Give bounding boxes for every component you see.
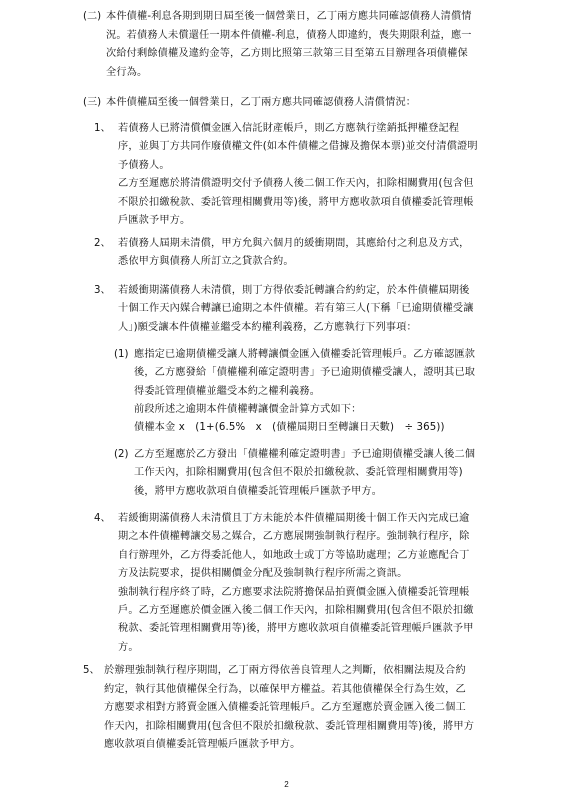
item-3-sub-1-line: 得委託管理債權並繼受本約之權利義務。 xyxy=(134,386,321,397)
item-4-line: 稅款、委託管理相關費用等)後，將甲方應收款項自債權委託管理帳戶匯款予甲 xyxy=(118,623,474,634)
item-2-line: 悉依甲方與債務人所訂立之貸款合約。 xyxy=(118,256,294,267)
item-3-sub-2-line: 工作天內，扣除相關費用(包含但不限於扣繳稅款、委託管理相關費用等) xyxy=(134,467,463,478)
item-3-line: 人」)願受讓本件債權並繼受本約權利義務，乙方應執行下列事項： xyxy=(118,322,417,333)
item-4-line: 方及法院要求，提供相關價金分配及強制執行程序所需之資訊。 xyxy=(118,568,408,579)
item-5-line: 作天內，扣除相關費用(包含但不限於扣繳稅款、委託管理相關費用等)後，將甲方 xyxy=(104,721,475,732)
item-3-sub-2-line: 乙方至遲應於乙方發出「債權權利確定證明書」予已逾期債權受讓人後二個 xyxy=(134,449,476,460)
item-3-line: 若緩衝期滿債務人未清償，則丁方得依委託轉讓合約約定，於本件債權屆期後 xyxy=(118,285,470,296)
item-4-line: 強制執行程序終了時，乙方應要求法院將擔保品拍賣價金匯入債權委託管理帳 xyxy=(118,587,470,598)
section-2-line: 全行為。 xyxy=(106,67,148,78)
item-4-line: 自行辦理外，乙方得委託他人，如地政士或丁方等協助處理；乙方並應配合丁 xyxy=(118,550,470,561)
item-3-sub-1-number: (1) xyxy=(114,349,129,360)
section-3-intro: 本件債權屆至後一個營業日，乙丁兩方應共同確認債務人清償情況： xyxy=(106,97,417,108)
item-3-sub-1-line: 後，乙方應發給「債權權利確定證明書」予已逾期債權受讓人，證明其已取 xyxy=(134,367,476,378)
item-1-line: 序，並與丁方共同作廢債權文件(如本件債權之借據及擔保本票)並交付清償證明 xyxy=(118,141,478,152)
item-5-line: 方應要求相對方將賣金匯入債權委託管理帳戶。乙方至遲應於賣金匯入後二個工 xyxy=(104,702,466,713)
section-2-marker: (二) xyxy=(83,11,102,22)
item-1-line: 予債務人。 xyxy=(118,160,170,171)
item-3-line: 十個工作天內媒合轉讓已逾期之本件債權。若有第三人(下稱「已逾期債權受讓 xyxy=(118,303,474,314)
item-2-line: 若債務人屆期未清償，甲方允與六個月的緩衝期間，其應給付之利息及方式， xyxy=(118,238,470,249)
item-5-line: 應收款項自債權委託管理帳戶匯款予甲方。 xyxy=(104,739,301,750)
item-5-number: 5、 xyxy=(83,665,100,676)
page-number: 2 xyxy=(284,780,289,789)
item-1-line: 戶匯款予甲方。 xyxy=(118,215,191,226)
item-3-sub-1-line: 前段所述之逾期本件債權轉讓價金計算方式如下： xyxy=(134,404,362,415)
item-5-line: 於辦理強制執行程序期間，乙丁兩方得依善良管理人之判斷，依相關法規及合約 xyxy=(104,665,466,676)
item-5-line: 約定，執行其他債權保全行為，以確保甲方權益。若其他債權保全行為生效，乙 xyxy=(104,684,466,695)
item-1-line: 若債務人已將清償價金匯入信託財產帳戶，則乙方應執行塗銷抵押權登記程 xyxy=(118,123,460,134)
item-3-sub-2-number: (2) xyxy=(114,449,129,460)
item-4-line: 方。 xyxy=(118,642,139,653)
item-3-sub-1-line: 應指定已逾期債權受讓人將轉讓價金匯入債權委託管理帳戶。乙方確認匯款 xyxy=(134,349,476,360)
section-2-line: 本件債權-利息各期到期日屆至後一個營業日，乙丁兩方應共同確認債務人清償情 xyxy=(106,11,472,22)
item-4-line: 戶。乙方至遲應於價金匯入後二個工作天內，扣除相關費用(包含但不限於扣繳 xyxy=(118,605,474,616)
section-2-line: 次給付剩餘債權及違約金等，乙方則比照第三款第三目至第五目辦理各項債權保 xyxy=(106,48,468,59)
item-2-number: 2、 xyxy=(94,238,111,249)
item-4-line: 若緩衝期滿債務人未清償且丁方未能於本件債權屆期後十個工作天內完成已逾 xyxy=(118,513,470,524)
item-3-number: 3、 xyxy=(94,285,111,296)
item-3-price-formula: 債權本金 x (1+(6.5% x (債權屆期日至轉讓日天數) ÷ 365)) xyxy=(134,422,445,433)
item-4-line: 期之本件債權轉讓交易之媒合，乙方應展開強制執行程序。強制執行程序，除 xyxy=(118,531,470,542)
section-3-marker: (三) xyxy=(83,97,102,108)
section-2-line: 況。若債務人未償還任一期本件債權-利息，債務人即違約，喪失期限利益，應一 xyxy=(106,30,472,41)
item-3-sub-2-line: 後，將甲方應收款項自債權委託管理帳戶匯款予甲方。 xyxy=(134,486,383,497)
item-4-number: 4、 xyxy=(94,513,111,524)
item-1-line: 乙方至遲應於將清償證明交付予債務人後二個工作天內，扣除相關費用(包含但 xyxy=(118,178,474,189)
item-1-line: 不限於扣繳稅款、委託管理相關費用等)後，將甲方應收款項自債權委託管理帳 xyxy=(118,197,474,208)
item-1-number: 1、 xyxy=(94,123,111,134)
